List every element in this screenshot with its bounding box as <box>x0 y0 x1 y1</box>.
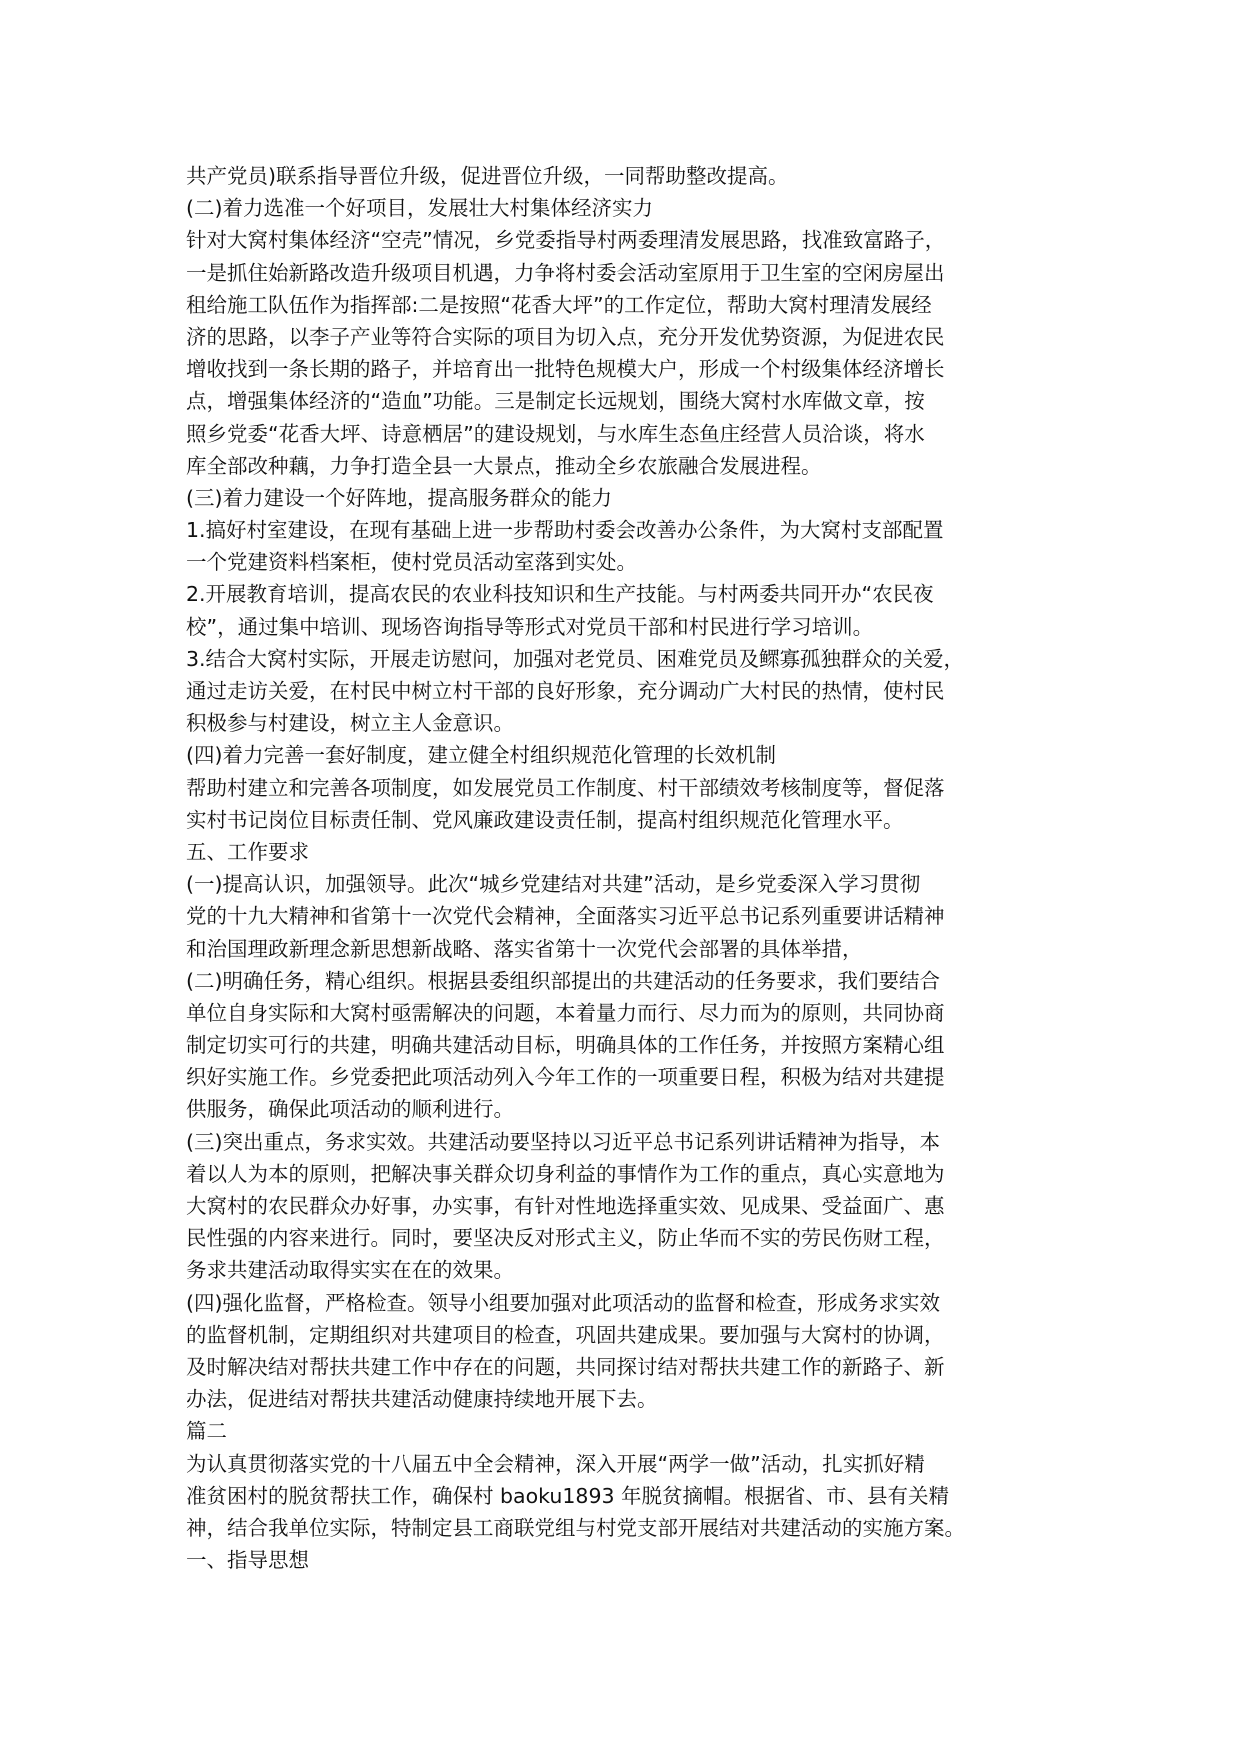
text-line: 针对大窝村集体经济“空壳”情况，乡党委指导村两委理清发展思路，找准致富路子， <box>186 228 946 253</box>
text-line: 校”，通过集中培训、现场咨询指导等形式对党员干部和村民进行学习培训。 <box>186 614 874 639</box>
part-heading: 篇二 <box>186 1419 227 1444</box>
text-line: 务求共建活动取得实实在在的效果。 <box>186 1258 514 1283</box>
text-line: 2.开展教育培训，提高农民的农业科技知识和生产技能。与村两委共同开办“农民夜 <box>186 582 934 607</box>
text-line: 办法，促进结对帮扶共建活动健康持续地开展下去。 <box>186 1387 658 1412</box>
text-line: 3.结合大窝村实际，开展走访慰问，加强对老党员、困难党员及鳏寡孤独群众的关爱， <box>186 646 965 671</box>
text-line: 济的思路，以李子产业等符合实际的项目为切入点，充分开发优势资源，为促进农民 <box>186 324 945 349</box>
text-line: 的监督机制，定期组织对共建项目的检查，巩固共建成果。要加强与大窝村的协调， <box>186 1322 945 1347</box>
section-heading: (二)着力选准一个好项目，发展壮大村集体经济实力 <box>186 196 653 221</box>
text-line: (一)提高认识，加强领导。此次“城乡党建结对共建”活动，是乡党委深入学习贯彻 <box>186 872 921 897</box>
text-line: 民性强的内容来进行。同时，要坚决反对形式主义，防止华而不实的劳民伤财工程， <box>186 1226 945 1251</box>
text-line: (二)明确任务，精心组织。根据县委组织部提出的共建活动的任务要求，我们要结合 <box>186 968 940 993</box>
text-line: 准贫困村的脱贫帮扶工作，确保村 baoku1893 年脱贫摘帽。根据省、市、县有关精 <box>186 1483 950 1508</box>
text-line: 织好实施工作。乡党委把此项活动列入今年工作的一项重要日程，积极为结对共建提 <box>186 1065 945 1090</box>
text-line: 一个党建资料档案柜，使村党员活动室落到实处。 <box>186 550 637 575</box>
section-heading: 五、工作要求 <box>186 839 309 864</box>
text-line: 1.搞好村室建设，在现有基础上进一步帮助村委会改善办公条件，为大窝村支部配置 <box>186 518 944 543</box>
text-line: 神，结合我单位实际，特制定县工商联党组与村党支部开展结对共建活动的实施方案。 <box>186 1515 965 1540</box>
text-line: 大窝村的农民群众办好事，办实事，有针对性地选择重实效、见成果、受益面广、惠 <box>186 1194 945 1218</box>
text-line: 照乡党委“花香大坪、诗意栖居”的建设规划，与水库生态鱼庄经营人员洽谈，将水 <box>186 421 925 446</box>
text-line: 增收找到一条长期的路子，并培育出一批特色规模大户，形成一个村级集体经济增长 <box>186 357 945 382</box>
text-line: 租给施工队伍作为指挥部:二是按照“花香大坪”的工作定位，帮助大窝村理清发展经 <box>186 292 932 317</box>
text-line: 实村书记岗位目标责任制、党风廉政建设责任制，提高村组织规范化管理水平。 <box>186 807 904 832</box>
document-body <box>186 160 1066 1576</box>
text-line: 帮助村建立和完善各项制度，如发展党员工作制度、村干部绩效考核制度等，督促落 <box>186 775 945 800</box>
text-line: (四)强化监督，严格检查。领导小组要加强对此项活动的监督和检查，形成务求实效 <box>186 1290 940 1315</box>
text-line: 供服务，确保此项活动的顺利进行。 <box>186 1097 514 1122</box>
text-line: 制定切实可行的共建，明确共建活动目标，明确具体的工作任务，并按照方案精心组 <box>186 1033 945 1058</box>
section-heading: (三)着力建设一个好阵地，提高服务群众的能力 <box>186 485 612 510</box>
section-heading: (四)着力完善一套好制度，建立健全村组织规范化管理的长效机制 <box>186 743 776 768</box>
text-line: (三)突出重点，务求实效。共建活动要坚持以习近平总书记系列讲话精神为指导，本 <box>186 1129 940 1154</box>
text-line: 通过走访关爱，在村民中树立村干部的良好形象，充分调动广大村民的热情，使村民 <box>186 679 945 703</box>
text-line: 和治国理政新理念新思想新战略、落实省第十一次党代会部署的具体举措， <box>186 936 863 961</box>
text-line: 积极参与村建设，树立主人金意识。 <box>186 711 514 736</box>
text-line: 点，增强集体经济的“造血”功能。三是制定长远规划，围绕大窝村水库做文章，按 <box>186 389 925 414</box>
text-line: 单位自身实际和大窝村亟需解决的问题，本着量力而行、尽力而为的原则，共同协商 <box>186 1000 945 1025</box>
text-line: 党的十九大精神和省第十一次党代会精神，全面落实习近平总书记系列重要讲话精神 <box>186 904 945 929</box>
text-line: 为认真贯彻落实党的十八届五中全会精神，深入开展“两学一做”活动，扎实抓好精 <box>186 1451 925 1476</box>
text-line: 着以人为本的原则，把解决事关群众切身利益的事情作为工作的重点，真心实意地为 <box>186 1161 945 1186</box>
text-line: 及时解决结对帮扶共建工作中存在的问题，共同探讨结对帮扶共建工作的新路子、新 <box>186 1354 945 1379</box>
section-heading: 一、指导思想 <box>186 1548 309 1573</box>
text-line: 共产党员)联系指导晋位升级，促进晋位升级，一同帮助整改提高。 <box>186 164 789 188</box>
text-line: 一是抓住始新路改造升级项目机遇，力争将村委会活动室原用于卫生室的空闲房屋出 <box>186 260 945 285</box>
text-line: 库全部改种藕，力争打造全县一大景点，推动全乡农旅融合发展进程。 <box>186 453 822 478</box>
